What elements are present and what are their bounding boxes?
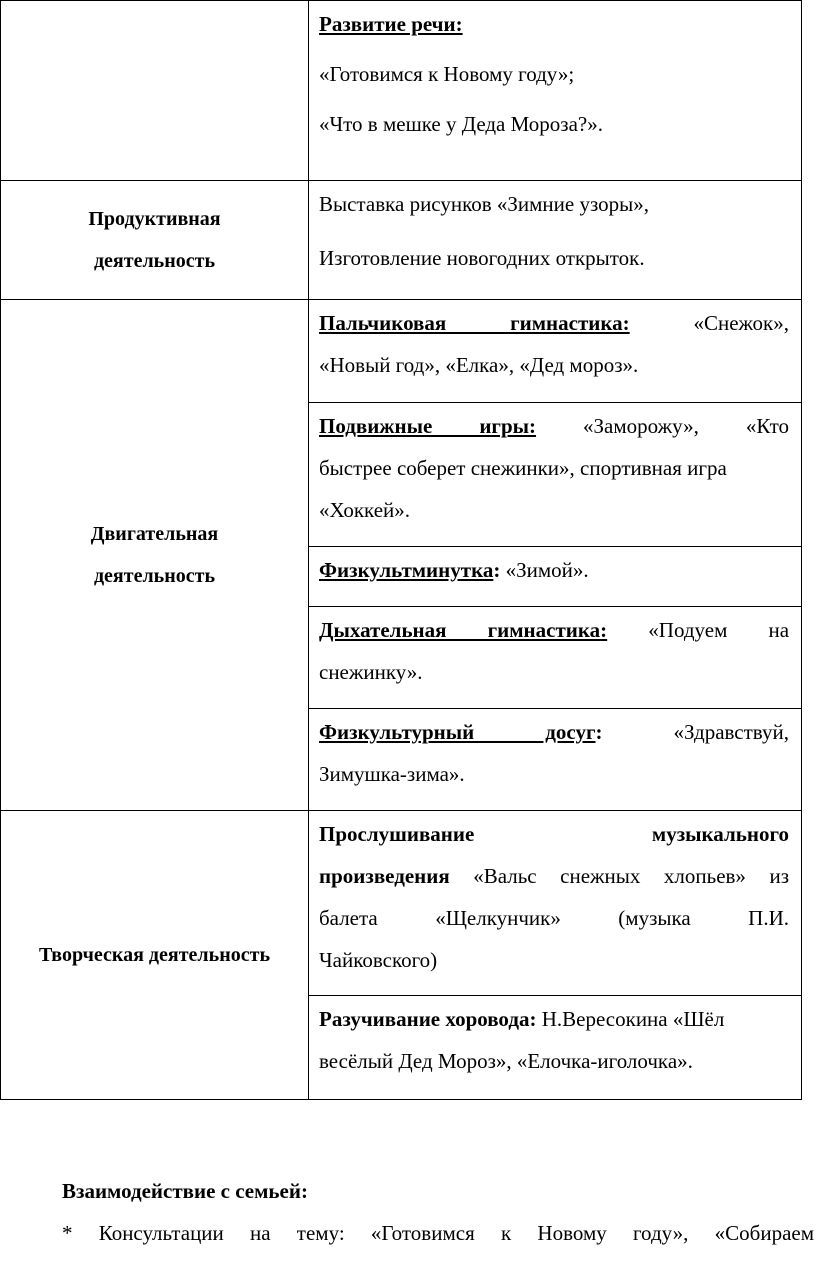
text-line: Зимушка-зима». — [319, 762, 465, 786]
family-section — [0, 1170, 816, 1254]
table-row — [1, 300, 802, 403]
activity-label: Продуктивная — [88, 208, 221, 230]
block-header: Физкультминутка — [319, 558, 494, 582]
block-text: «Зимой». — [500, 558, 589, 582]
text-line: балета «Щелкунчик» (музыка П.И. — [319, 906, 789, 930]
block-text: «Подуем на — [648, 618, 790, 642]
activity-label: деятельность — [93, 250, 216, 272]
text-line: Изготовление новогодних открыток. — [319, 246, 645, 270]
left-cell-motor — [1, 300, 309, 811]
text-line: * Консультации на тему: «Готовимся к Новому году», «Собираем — [62, 1221, 814, 1245]
right-cell — [309, 996, 802, 1100]
right-cell — [309, 811, 802, 996]
left-cell-creative — [1, 811, 309, 1100]
activity-label: Двигательная — [90, 523, 219, 545]
text-line: Прослушивание музыкального — [319, 822, 789, 846]
text-line: Чайковского) — [319, 948, 438, 972]
text-line: Выставка рисунков «Зимние узоры», — [319, 192, 650, 216]
bold-text: Разучивание хоровода: — [319, 1007, 537, 1031]
right-cell — [309, 547, 802, 607]
text-line — [319, 998, 789, 1040]
right-cell — [309, 300, 802, 403]
block-header: Подвижные игры: — [319, 414, 537, 438]
block-text: Н.Вересокина «Шёл — [536, 1007, 725, 1031]
block-text: «Здравствуй, — [673, 720, 789, 744]
text-line: весёлый Дед Мороз», «Елочка-иголочка». — [319, 1049, 693, 1073]
block-colon: : — [493, 558, 501, 582]
text-line: «Готовимся к Новому году»; — [319, 62, 575, 86]
right-cell — [309, 181, 802, 300]
left-cell-empty — [1, 1, 309, 181]
text-line: «Новый год», «Елка», «Дед мороз». — [319, 353, 639, 377]
block-header: Пальчиковая гимнастика: — [319, 311, 630, 335]
text-line — [319, 609, 789, 651]
text-line — [319, 302, 789, 344]
block-header: Дыхательная гимнастика: — [319, 618, 608, 642]
text-line: «Что в мешке у Деда Мороза?». — [319, 112, 603, 136]
text-line: «Хоккей». — [319, 498, 411, 522]
text-line — [319, 405, 789, 447]
activity-label: Творческая деятельность — [38, 944, 271, 966]
right-cell — [309, 403, 802, 547]
right-cell — [309, 1, 802, 181]
block-text: «Заморожу», «Кто — [583, 414, 789, 438]
text-line: быстрее соберет снежинки», спортивная игра — [319, 456, 727, 480]
text-line — [319, 855, 789, 897]
block-header: Физкультурный досуг — [319, 720, 596, 744]
table-row — [1, 1, 802, 181]
text-line — [319, 711, 789, 753]
activity-label: деятельность — [93, 565, 216, 587]
bold-text: произведения — [319, 864, 450, 888]
text-line: снежинку». — [319, 660, 423, 684]
left-cell-productive — [1, 181, 309, 300]
right-cell — [309, 709, 802, 811]
block-text: «Вальс снежных хлопьев» из — [449, 864, 789, 888]
section-title: Взаимодействие с семьей: — [62, 1179, 308, 1203]
table-row — [1, 181, 802, 300]
block-colon: : — [595, 720, 603, 744]
table-row — [1, 811, 802, 996]
right-cell — [309, 607, 802, 709]
block-header: Развитие речи: — [319, 12, 463, 36]
block-text: «Снежок», — [693, 311, 789, 335]
